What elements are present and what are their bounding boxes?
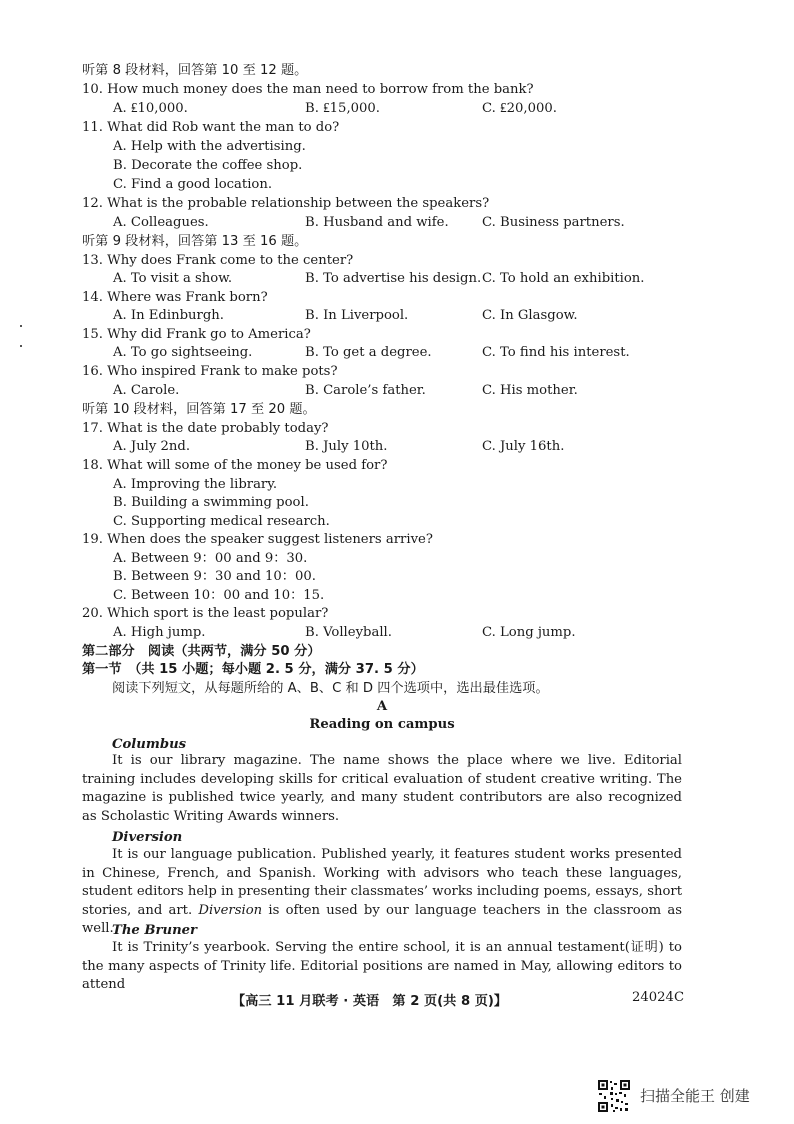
question-10: 10. How much money does the man need to borrow from the bank? xyxy=(82,82,534,97)
scanner-watermark: 扫描全能王 创建 xyxy=(640,1087,750,1105)
q14-option-c: C. In Glasgow. xyxy=(482,308,578,323)
q18-option-c: C. Supporting medical research. xyxy=(113,514,330,529)
q11-option-a: A. Help with the advertising. xyxy=(113,139,306,154)
section-10-heading: 听第 10 段材料，回答第 17 至 20 题。 xyxy=(82,402,316,417)
q14-option-b: B. In Liverpool. xyxy=(305,308,409,323)
diversion-text-2: is often used by our language teachers in the classroom as well. xyxy=(82,902,682,937)
question-20: 20. Which sport is the least popular? xyxy=(82,606,329,621)
q13-option-b: B. To advertise his design. xyxy=(305,271,482,286)
q11-option-b: B. Decorate the coffee shop. xyxy=(113,158,303,173)
page-footer-code: 24024C xyxy=(632,990,685,1005)
question-13: 13. Why does Frank come to the center? xyxy=(82,253,354,268)
q16-option-b: B. Carole’s father. xyxy=(305,383,426,398)
diversion-heading: Diversion xyxy=(112,830,183,845)
q20-option-c: C. Long jump. xyxy=(482,625,576,640)
q18-option-b: B. Building a swimming pool. xyxy=(113,495,309,510)
section-9-heading: 听第 9 段材料，回答第 13 至 16 题。 xyxy=(82,234,308,249)
question-14: 14. Where was Frank born? xyxy=(82,290,268,305)
diversion-text-1: It is our language publication. Published yearly, it features student works presented in Chinese, French, and Spanish. Working with advisors who teach these languages, student editors help in presenting their classmates’ works including poems, essays, short stories, and art. xyxy=(82,847,682,918)
question-19: 19. When does the speaker suggest listeners arrive? xyxy=(82,532,433,547)
passage-letter: A xyxy=(376,699,388,714)
margin-mark xyxy=(20,345,22,347)
q10-option-a: A. ₤10,000. xyxy=(113,101,188,116)
q15-option-a: A. To go sightseeing. xyxy=(113,345,253,360)
q11-option-c: C. Find a good location. xyxy=(113,177,273,192)
q20-option-b: B. Volleyball. xyxy=(305,625,392,640)
q19-option-c: C. Between 10：00 and 10：15. xyxy=(113,588,325,603)
q15-option-c: C. To find his interest. xyxy=(482,345,630,360)
reading-instruction: 阅读下列短文，从每题所给的 A、B、C 和 D 四个选项中，选出最佳选项。 xyxy=(112,681,549,696)
q13-option-a: A. To visit a show. xyxy=(113,271,233,286)
margin-mark xyxy=(20,325,22,327)
q14-option-a: A. In Edinburgh. xyxy=(113,308,224,323)
q10-option-c: C. ₤20,000. xyxy=(482,101,557,116)
part-2-title: 第二部分 阅读（共两节，满分 50 分） xyxy=(82,644,321,659)
columbus-paragraph: It is our library magazine. The name shows the place where we live. Editorial training includes developing skills for critical evaluation of student creative writing. The magazine is published twice yearly, and many student contributors are also recognized as Scholastic Writing Awards winners. xyxy=(82,753,682,824)
q20-option-a: A. High jump. xyxy=(113,625,206,640)
q18-option-a: A. Improving the library. xyxy=(113,477,278,492)
q12-option-b: B. Husband and wife. xyxy=(305,215,449,230)
q12-option-c: C. Business partners. xyxy=(482,215,625,230)
q13-option-c: C. To hold an exhibition. xyxy=(482,271,645,286)
q19-option-a: A. Between 9：00 and 9：30. xyxy=(113,551,308,566)
section-8-heading: 听第 8 段材料，回答第 10 至 12 题。 xyxy=(82,63,308,78)
columbus-heading: Columbus xyxy=(112,737,187,752)
question-15: 15. Why did Frank go to America? xyxy=(82,327,311,342)
qr-code-icon xyxy=(597,1079,631,1113)
question-12: 12. What is the probable relationship between the speakers? xyxy=(82,196,490,211)
diversion-italic-title: Diversion xyxy=(198,902,263,918)
q17-option-c: C. July 16th. xyxy=(482,439,565,454)
q17-option-a: A. July 2nd. xyxy=(113,439,191,454)
q19-option-b: B. Between 9：30 and 10：00. xyxy=(113,569,316,584)
q15-option-b: B. To get a degree. xyxy=(305,345,432,360)
q10-option-b: B. ₤15,000. xyxy=(305,101,381,116)
bruner-paragraph: It is Trinity’s yearbook. Serving the entire school, it is an annual testament(证明) to the many aspects of Trinity life. Editorial positions are named in May, allowing editors to attend xyxy=(82,940,682,993)
question-17: 17. What is the date probably today? xyxy=(82,421,329,436)
bruner-heading: The Bruner xyxy=(112,923,197,938)
section-1-title: 第一节 （共 15 小题；每小题 2. 5 分，满分 37. 5 分） xyxy=(82,662,424,677)
question-11: 11. What did Rob want the man to do? xyxy=(82,120,340,135)
page-footer-label: 【高三 11 月联考 · 英语 第 2 页(共 8 页)】 xyxy=(232,994,508,1009)
q16-option-a: A. Carole. xyxy=(113,383,180,398)
q16-option-c: C. His mother. xyxy=(482,383,578,398)
q12-option-a: A. Colleagues. xyxy=(113,215,209,230)
passage-title: Reading on campus xyxy=(309,717,455,732)
question-18: 18. What will some of the money be used for? xyxy=(82,458,388,473)
question-16: 16. Who inspired Frank to make pots? xyxy=(82,364,338,379)
q17-option-b: B. July 10th. xyxy=(305,439,388,454)
